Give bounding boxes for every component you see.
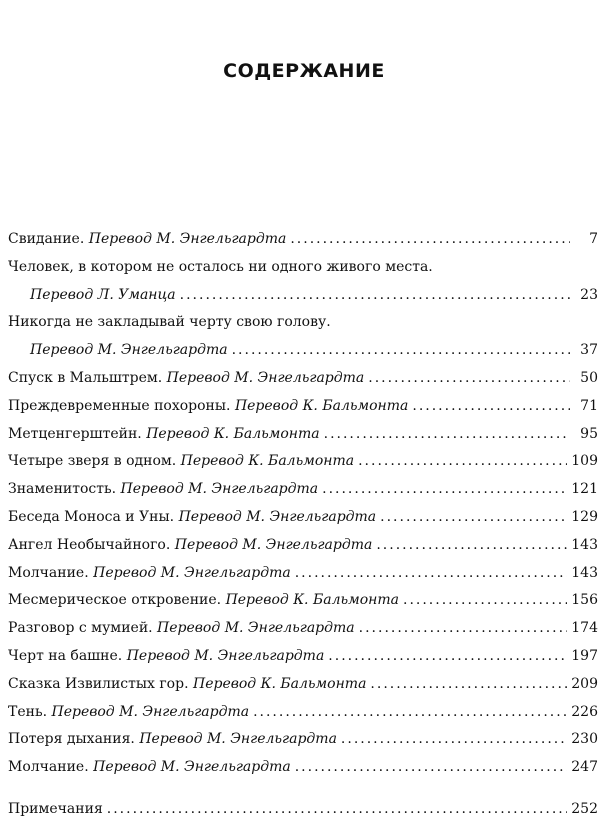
- entry-page: 252: [571, 800, 598, 817]
- toc-entry[interactable]: [8, 699, 598, 727]
- dot-leader: [290, 226, 570, 254]
- dot-leader: [324, 421, 570, 449]
- entry-page: 7: [589, 231, 598, 247]
- dot-leader: [180, 282, 570, 310]
- entry-page: 129: [571, 508, 598, 525]
- entry-page: 247: [571, 759, 598, 776]
- entry-title: Знаменитость.: [8, 481, 117, 498]
- entry-translator: Перевод М. Энгельгардта: [166, 369, 365, 386]
- entry-translator: Перевод М. Энгельгардта: [51, 703, 250, 720]
- entry-page: 71: [580, 397, 598, 414]
- dot-leader: [232, 337, 570, 365]
- entry-page: 37: [580, 342, 598, 359]
- entry-translator: Перевод Л. Уманца: [30, 286, 176, 303]
- entry-page: 197: [571, 647, 598, 664]
- dot-leader: [370, 671, 567, 699]
- toc-entry[interactable]: [8, 504, 598, 532]
- dot-leader: [412, 393, 570, 421]
- entry-title: Молчание.: [8, 564, 89, 581]
- toc-entry[interactable]: [8, 393, 598, 421]
- toc-entry[interactable]: [8, 476, 598, 504]
- entry-page: 174: [571, 620, 598, 637]
- dot-leader: [253, 699, 567, 727]
- toc-entry-notes[interactable]: [8, 796, 598, 824]
- entry-title: Свидание.: [8, 231, 85, 247]
- entry-translator: Перевод К. Бальмонта: [146, 425, 320, 442]
- entry-page: 156: [571, 592, 598, 609]
- entry-translator: Перевод М. Энгельгардта: [93, 759, 291, 776]
- entry-title: Молчание.: [8, 759, 89, 776]
- entry-page: 121: [571, 481, 598, 498]
- entry-translator: Перевод М. Энгельгардта: [88, 231, 287, 247]
- entry-title: Потеря дыхания.: [8, 731, 135, 748]
- entry-translator: Перевод К. Бальмонта: [192, 675, 367, 692]
- entry-title: Тень.: [8, 703, 48, 720]
- entry-page: 209: [571, 675, 598, 692]
- entry-translator: Перевод М. Энгельгардта: [126, 647, 325, 664]
- toc-entry[interactable]: [8, 560, 598, 588]
- toc-entry[interactable]: [8, 726, 598, 754]
- entry-page: 95: [580, 425, 598, 442]
- entry-translator: Перевод М. Энгельгардта: [178, 508, 377, 525]
- toc-entry[interactable]: [8, 309, 598, 365]
- entry-title: Человек, в котором не осталось ни одного живого места.: [8, 258, 433, 275]
- entry-title: Четыре зверя в одном.: [8, 453, 177, 470]
- dot-leader: [295, 560, 568, 588]
- entry-title: Преждевременные похороны.: [8, 397, 231, 414]
- page-title: СОДЕРЖАНИЕ: [223, 60, 385, 82]
- entry-translator: Перевод К. Бальмонта: [234, 397, 409, 414]
- toc-entry[interactable]: [8, 448, 598, 476]
- dot-leader: [380, 504, 567, 532]
- entry-translator: Перевод М. Энгельгардта: [120, 481, 319, 498]
- entry-page: 226: [571, 703, 598, 720]
- entry-page: 143: [571, 564, 598, 581]
- entry-title: Ангел Необычайного.: [8, 536, 171, 553]
- entry-translator: Перевод К. Бальмонта: [180, 453, 355, 470]
- entry-translator: Перевод К. Бальмонта: [225, 592, 399, 609]
- entry-title: Разговор с мумией.: [8, 620, 153, 637]
- dot-leader: [368, 365, 570, 393]
- toc-entry[interactable]: [8, 226, 598, 254]
- entry-translator: Перевод М. Энгельгардта: [157, 620, 355, 637]
- dot-leader: [376, 532, 567, 560]
- table-of-contents: [8, 226, 598, 824]
- entry-page: 230: [571, 731, 598, 748]
- entry-page: 50: [580, 369, 598, 386]
- entry-page: 109: [571, 453, 598, 470]
- entry-title: Спуск в Мальштрем.: [8, 369, 163, 386]
- dot-leader: [107, 796, 567, 824]
- dot-leader: [295, 754, 568, 782]
- toc-entry[interactable]: [8, 671, 598, 699]
- dot-leader: [341, 726, 567, 754]
- toc-entry[interactable]: [8, 587, 598, 615]
- toc-entry[interactable]: [8, 532, 598, 560]
- entry-page: 23: [580, 286, 598, 303]
- dot-leader: [358, 448, 567, 476]
- dot-leader: [322, 476, 567, 504]
- dot-leader: [403, 587, 567, 615]
- entry-translator: Перевод М. Энгельгардта: [93, 564, 291, 581]
- toc-entry[interactable]: [8, 754, 598, 782]
- entry-translator: Перевод М. Энгельгардта: [30, 342, 228, 359]
- entry-translator: Перевод М. Энгельгардта: [139, 731, 337, 748]
- toc-entry[interactable]: [8, 365, 598, 393]
- toc-entry[interactable]: [8, 615, 598, 643]
- entry-title: Беседа Моноса и Уны.: [8, 508, 175, 525]
- entry-title: Месмерическое откровение.: [8, 592, 222, 609]
- entry-translator: Перевод М. Энгельгардта: [174, 536, 373, 553]
- toc-entry[interactable]: [8, 254, 598, 310]
- entry-page: 143: [571, 536, 598, 553]
- entry-title: Черт на башне.: [8, 647, 123, 664]
- dot-leader: [328, 643, 567, 671]
- entry-title: Метценгерштейн.: [8, 425, 142, 442]
- entry-title: Никогда не закладывай черту свою голову.: [8, 314, 331, 331]
- toc-entry[interactable]: [8, 643, 598, 671]
- entry-title: Примечания: [8, 800, 103, 817]
- entry-title: Сказка Извилистых гор.: [8, 675, 189, 692]
- dot-leader: [359, 615, 568, 643]
- toc-entry[interactable]: [8, 421, 598, 449]
